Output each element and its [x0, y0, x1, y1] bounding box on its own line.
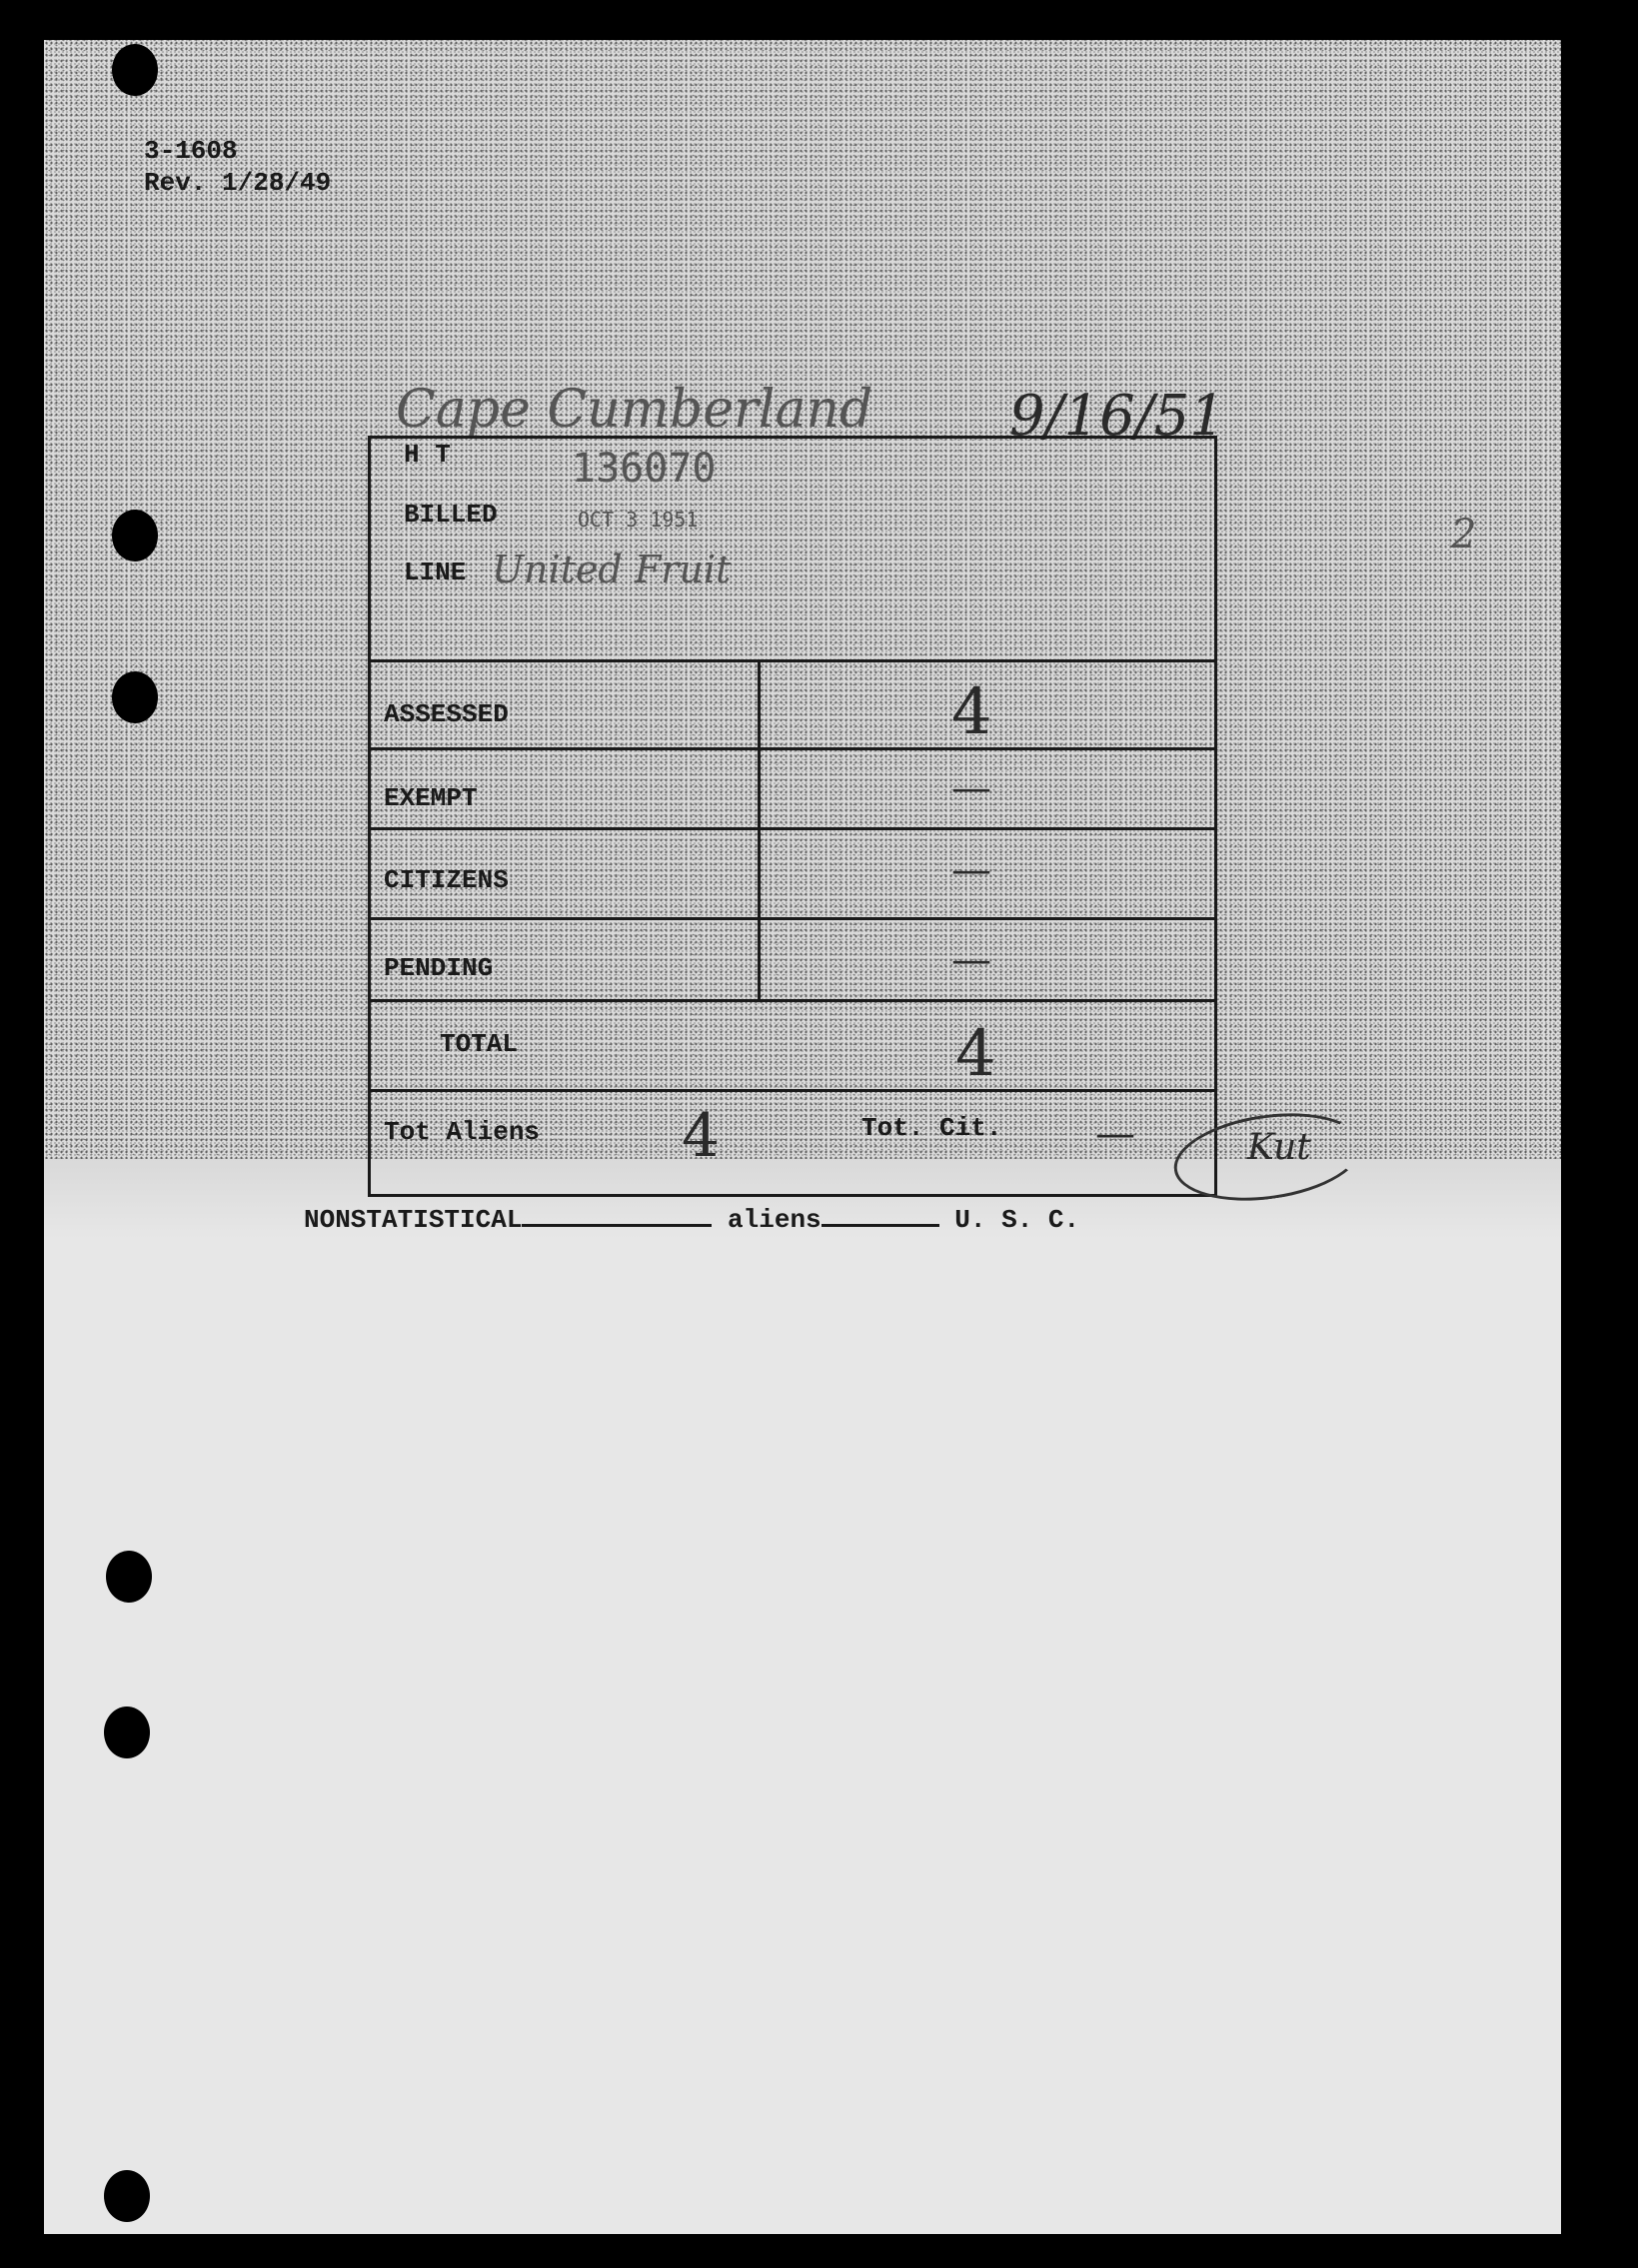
- punch-hole-3: [112, 671, 158, 723]
- billed-label: BILLED: [404, 500, 498, 530]
- nonstatistical-aliens-blank: [522, 1220, 712, 1227]
- nonstatistical-line: [304, 1205, 1079, 1235]
- tot-aliens-value: 4: [682, 1101, 721, 1171]
- handwritten-date: 9/16/51: [1009, 384, 1225, 449]
- punch-hole-5: [104, 1706, 150, 1758]
- row-value-exempt: —: [951, 765, 991, 811]
- punch-hole-1: [112, 44, 158, 96]
- row-value-assessed: 4: [951, 675, 992, 749]
- nonstatistical-label: NONSTATISTICAL: [304, 1205, 523, 1235]
- column-divider: [758, 659, 761, 1001]
- initials: Kut: [1247, 1127, 1311, 1168]
- rule-row-1: [368, 747, 1217, 750]
- total-label: TOTAL: [440, 1029, 519, 1059]
- punch-hole-4: [106, 1551, 152, 1603]
- ht-number: 136070: [572, 446, 717, 492]
- rule-header-bottom: [368, 659, 1217, 662]
- row-label-pending: PENDING: [384, 953, 494, 983]
- billed-date-stamp: OCT 3 1951: [578, 508, 699, 532]
- row-label-exempt: EXEMPT: [384, 783, 478, 813]
- ht-label: H T: [404, 440, 451, 470]
- total-value: 4: [955, 1017, 996, 1091]
- rule-row-3: [368, 917, 1217, 920]
- nonstatistical-usc-label: U. S. C.: [954, 1205, 1080, 1235]
- punch-hole-6: [104, 2170, 150, 2222]
- tot-cit-value: —: [1095, 1111, 1135, 1157]
- form-number: 3-1608: [144, 136, 238, 166]
- tot-cit-label: Tot. Cit.: [861, 1113, 1002, 1143]
- handwritten-vessel-name: Cape Cumberland: [396, 380, 873, 440]
- line-value: United Fruit: [492, 548, 732, 591]
- rule-row-4: [368, 999, 1217, 1002]
- nonstatistical-usc-blank: [821, 1220, 939, 1227]
- punch-hole-2: [112, 510, 158, 562]
- line-label: LINE: [404, 558, 467, 587]
- form-revision: Rev. 1/28/49: [144, 168, 332, 198]
- row-label-citizens: CITIZENS: [384, 865, 509, 895]
- row-label-assessed: ASSESSED: [384, 699, 509, 729]
- margin-mark: 2: [1451, 512, 1477, 558]
- row-value-citizens: —: [951, 847, 991, 893]
- row-value-pending: —: [951, 937, 991, 983]
- rule-row-2: [368, 827, 1217, 830]
- rule-total: [368, 1089, 1217, 1092]
- tot-aliens-label: Tot Aliens: [384, 1117, 541, 1147]
- nonstatistical-aliens-label: aliens: [728, 1205, 821, 1235]
